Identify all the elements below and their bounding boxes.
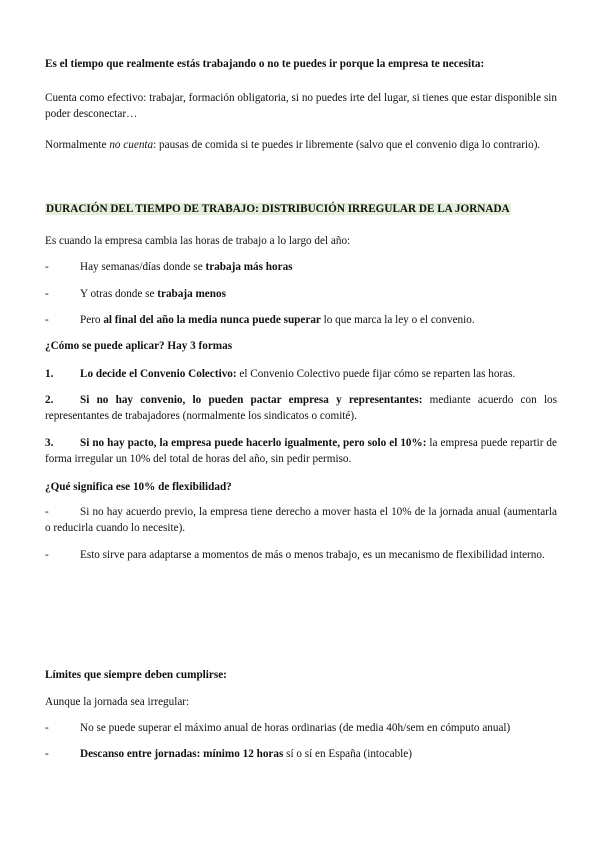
flex-item: - Esto sirve para adaptarse a momentos de más o menos trabajo, es un mecanismo de flexibilidad interno. — [45, 549, 545, 561]
not-counts-paragraph: Normalmente no cuenta: pausas de comida si te puedes ir libremente (salvo que el convenio diga lo contrario). — [45, 139, 541, 151]
flex-heading: ¿Qué significa ese 10% de flexibilidad? — [45, 481, 232, 493]
section-heading: DURACIÓN DEL TIEMPO DE TRABAJO: DISTRIBUCIÓN IRREGULAR DE LA JORNADA — [46, 203, 510, 215]
counts-paragraph: Cuenta como efectivo: trabajar, formación obligatoria, si no puedes irte del lugar, si tienes que estar disponible sin poder desconectar… — [45, 92, 557, 120]
limits-heading: Límites que siempre deben cumplirse: — [45, 669, 227, 681]
way-item: 3. Si no hay pacto, la empresa puede hacerlo igualmente, pero solo el 10%: la empresa puede repartir de forma irregular un 10% del total de horas del año, sin pedir permiso. — [45, 437, 557, 465]
how-heading: ¿Cómo se puede aplicar? Hay 3 formas — [45, 340, 233, 352]
limit-item: - Descanso entre jornadas: mínimo 12 horas sí o sí en España (intocable) — [45, 748, 412, 760]
list-item: - Hay semanas/días donde se trabaja más horas — [45, 261, 293, 273]
way-item: 1. Lo decide el Convenio Colectivo: el Convenio Colectivo puede fijar cómo se reparten las horas. — [45, 368, 516, 380]
no-cuenta-emphasis: no cuenta — [109, 139, 154, 151]
list-item: - Y otras donde se trabaja menos — [45, 288, 226, 300]
list-item: - Pero al final del año la media nunca puede superar lo que marca la ley o el convenio. — [45, 314, 475, 326]
limits-intro: Aunque la jornada sea irregular: — [45, 696, 190, 708]
intro-question: Es el tiempo que realmente estás trabajando o no te puedes ir porque la empresa te necesita: — [45, 58, 485, 70]
limit-item: - No se puede superar el máximo anual de horas ordinarias (de media 40h/sem en cómputo anual) — [45, 722, 511, 734]
way-item: 2. Si no hay convenio, lo pueden pactar empresa y representantes: mediante acuerdo con los representantes de trabajadores (normalmente los sindicatos o comité). — [45, 394, 557, 422]
flex-item: - Si no hay acuerdo previo, la empresa tiene derecho a mover hasta el 10% de la jornada anual (aumentarla o reducirla cuando lo necesite). — [45, 506, 557, 534]
section-intro: Es cuando la empresa cambia las horas de trabajo a lo largo del año: — [45, 235, 351, 247]
